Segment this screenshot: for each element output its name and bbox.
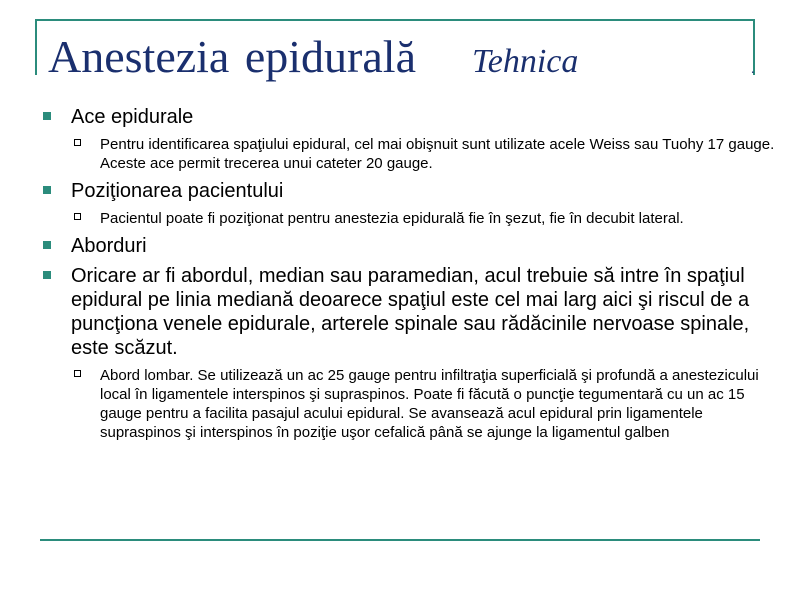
sub-list-item-text: Abord lombar. Se utilizează un ac 25 gauge pentru infiltraţia superficială şi profundă a anestezicului local în ligamentele interspinos şi supraspinos. Poate fi făcută o puncţie tegumentară cu un ac 15 gauge pentru a facilita pasajul acului epidural. Se avansează acul epidural prin ligamentele supraspinos şi interspinos în poziţie uşor cefalică până se ajunge la ligamentul galben — [100, 367, 759, 441]
list-item-text: Aborduri — [71, 235, 147, 257]
title-main: Anestezia epidurală — [48, 31, 416, 82]
sub-list-item — [42, 366, 780, 442]
hollow-square-bullet-icon — [74, 213, 81, 220]
sub-list-item — [42, 209, 780, 228]
frame-line-top — [35, 19, 755, 21]
frame-line-left — [35, 19, 37, 75]
list-item — [42, 105, 780, 129]
sub-list-item — [42, 135, 780, 173]
list-item-text: Oricare ar fi abordul, median sau paramedian, acul trebuie să intre în spaţiul epidural pe linia mediană deoarece spaţiul este cel mai larg aici şi riscul de a puncţiona venele epidurale, arterele spinale sau rădăcinile nervoase spinale, este scăzut. — [71, 265, 750, 359]
title-subtitle: Tehnica — [471, 43, 579, 80]
sub-list-item-text: Pacientul poate fi poziţionat pentru anestezia epidurală fie în şezut, fie în decubit lateral. — [100, 210, 684, 227]
frame-line-bottom — [40, 539, 760, 541]
square-bullet-icon — [43, 112, 51, 120]
slide-title — [48, 30, 578, 83]
bullet-list — [42, 105, 780, 448]
list-item — [42, 234, 780, 258]
list-item — [42, 179, 780, 203]
list-item — [42, 264, 780, 360]
title-dot: . — [751, 62, 755, 77]
list-item-text: Poziţionarea pacientului — [71, 180, 284, 202]
hollow-square-bullet-icon — [74, 370, 81, 377]
sub-list-item-text: Pentru identificarea spaţiului epidural, cel mai obişnuit sunt utilizate acele Weiss sau Tuohy 17 gauge. Aceste ace permit trecerea unui cateter 20 gauge. — [100, 136, 775, 172]
square-bullet-icon — [43, 271, 51, 279]
square-bullet-icon — [43, 241, 51, 249]
list-item-text: Ace epidurale — [71, 106, 194, 128]
hollow-square-bullet-icon — [74, 139, 81, 146]
square-bullet-icon — [43, 186, 51, 194]
